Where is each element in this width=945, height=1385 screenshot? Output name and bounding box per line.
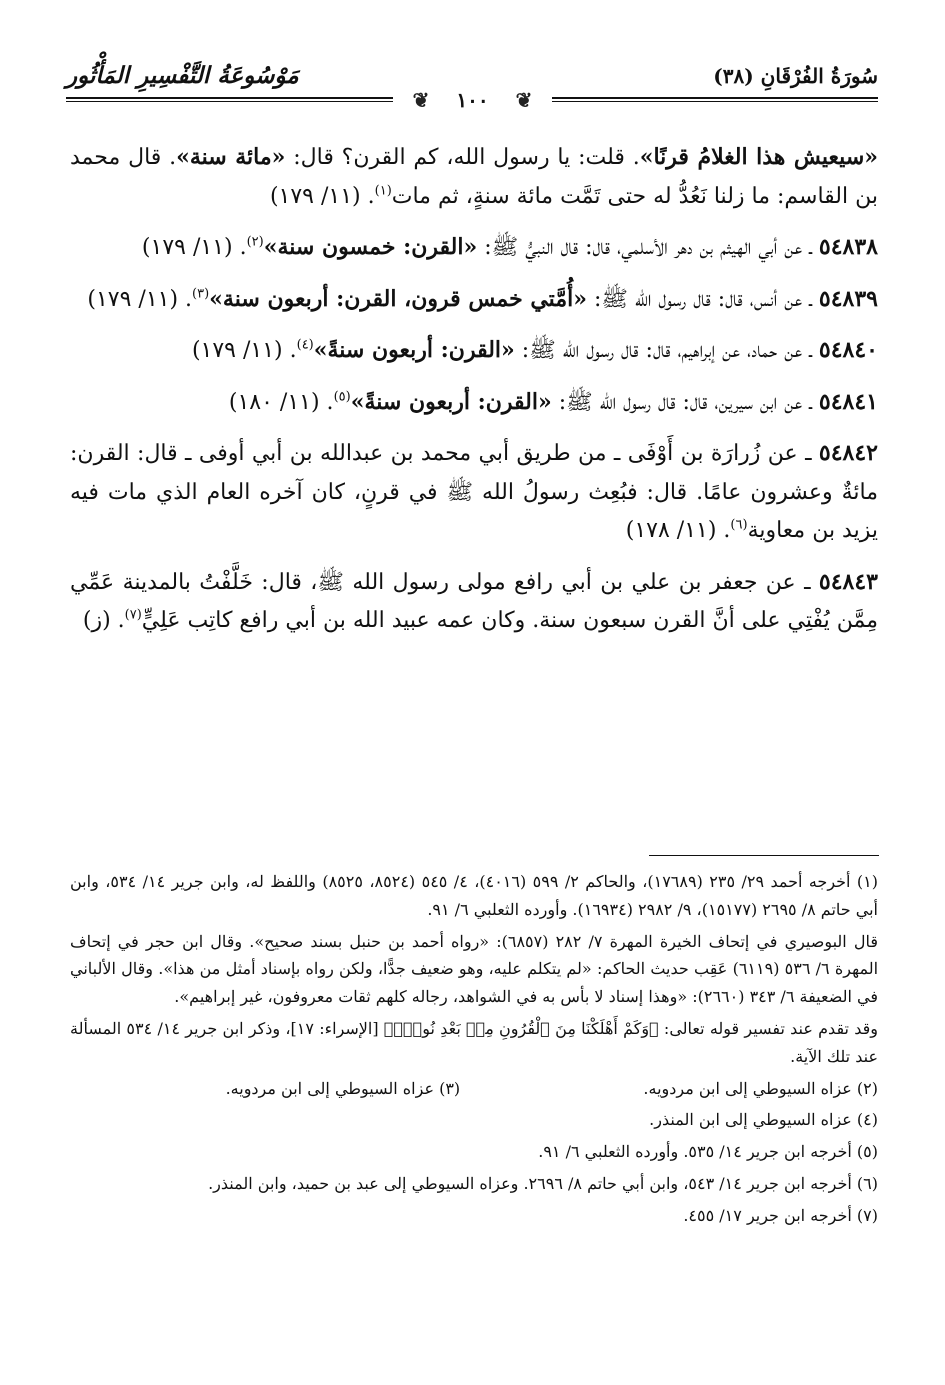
footnote-1-continued: قال البوصيري في إتحاف الخيرة المهرة ٧/ ٢٨٢ (٦٨٥٧): «رواه أحمد بن حنبل بسند صحيح». وقال ابن حجر في إتحاف المهرة ٦/ ٥٣٦ (٦١١٩) عَقِب حديث الحاكم: «لم يتكلم عليه، وهو ضعيف جدًّا، ولكن رواه بإسناد أمثل من هذا». وقال الألباني في الضعيفة ٦/ ٣٤٣ (٢٦٦٠): «وهذا إسناد لا بأس به في الشواهد، رجاله كلهم ثقات معروفون، غير إبراهيم». bbox=[70, 931, 879, 1007]
footnote-4: (٤) عزاه السيوطي إلى ابن المنذر. bbox=[649, 1110, 878, 1130]
footnote-3: (٣) عزاه السيوطي إلى ابن مردويه. bbox=[225, 1078, 461, 1098]
footnote-marker: (٣) bbox=[192, 286, 210, 302]
volume-ref: . (١١/ ١٧٩) bbox=[141, 235, 247, 260]
athar-entry bbox=[70, 434, 878, 551]
entry-number: ٥٤٨٤٠ bbox=[818, 337, 878, 363]
book-title: مَوْسُوعَةُ التَّفْسِيرِ المَأْثُور bbox=[66, 62, 299, 89]
text-span: ـ عن جعفر بن علي بن أبي رافع مولى رسول الله ﷺ، قال: خَلَّفْتُ بالمدينة عَمِّي مِمَّن يُفْتِي على أنَّ القرن سبعون سنة. وكان عمه عبيد الله بن أبي رافع كاتِب عَلِيٍّ bbox=[70, 569, 878, 633]
hadith-quote: «أُمَّتي خمس قرون، القرن: أربعون سنة» bbox=[209, 285, 587, 312]
entry-number: ٥٤٨٤١ bbox=[818, 388, 878, 415]
text-span: ـ عن أبي الهيثم بن دهر الأسلمي، قال: قال النبيُّ ﷺ: bbox=[477, 235, 819, 260]
text-span: . قلت: يا رسول الله، كم القرن؟ قال: bbox=[285, 145, 640, 170]
footnote-6: (٦) أخرجه ابن جرير ١٤/ ٥٤٣، وابن أبي حاتم ٨/ ٢٦٩٦. وعزاه السيوطي إلى عبد بن حميد، وابن المنذر. bbox=[208, 1173, 878, 1193]
footnote-1-note: وقد تقدم عند تفسير قوله تعالى: ﴿وَكَمْ أَهْلَكْنَا مِنَ ٱلْقُرُونِ مِنۢ بَعْدِ نُوحٍۗ﴾ [الإسراء: ١٧]، وذكر ابن جرير ١٤/ ٥٣٤ المسألة عند تلك الآية. bbox=[70, 1018, 879, 1066]
hadith-quote: «القرن: خمسون سنة» bbox=[263, 234, 478, 260]
text-span: ـ عن حماد، عن إبراهيم، قال: قال رسول الله ﷺ: bbox=[514, 338, 819, 363]
footnote-1: (١) أخرجه أحمد ٢٩/ ٢٣٥ (١٧٦٨٩)، والحاكم ٢/ ٥٩٩ (٤٠١٦)، ٤/ ٥٤٥ (٨٥٢٤، ٨٥٢٥) واللفظ له، وابن جرير ١٤/ ٥٣٤، وابن أبي حاتم ٨/ ٢٦٩٥ (١٥١٧٧)، ٩/ ٢٩٨٢ (١٦٩٣٤). وأورده الثعلبي ٦/ ٩١. bbox=[70, 872, 878, 919]
volume-ref: . (١١/ ١٧٩) bbox=[269, 183, 375, 209]
footnote-marker: (٦) bbox=[730, 517, 748, 533]
athar-entry bbox=[70, 383, 878, 423]
ornament-right-icon: ❦ bbox=[506, 88, 543, 112]
footnote-marker: (٢) bbox=[246, 234, 264, 250]
hadith-quote: «مائة سنة» bbox=[176, 144, 286, 170]
volume-ref: . (١١/ ١٧٩) bbox=[191, 338, 297, 363]
athar-entry bbox=[70, 563, 878, 641]
athar-entry bbox=[70, 280, 878, 320]
main-text bbox=[70, 138, 878, 653]
athar-entry bbox=[70, 228, 878, 268]
entry-number: ٥٤٨٣٨ bbox=[818, 234, 878, 260]
entry-number: ٥٤٨٣٩ bbox=[818, 285, 878, 312]
footnote-marker: (٥) bbox=[333, 389, 351, 405]
footnote-rule bbox=[649, 855, 879, 856]
footnote-marker: (٤) bbox=[296, 337, 314, 353]
page-number-block bbox=[0, 88, 945, 112]
ornament-left-icon: ❦ bbox=[403, 88, 440, 112]
volume-ref: . (١١/ ١٨٠) bbox=[228, 389, 334, 415]
volume-ref: . (ز) bbox=[82, 608, 125, 633]
footnote-7: (٧) أخرجه ابن جرير ١٧/ ٤٥٥. bbox=[683, 1205, 878, 1225]
footnote-marker: (١) bbox=[374, 183, 392, 199]
footnote-5: (٥) أخرجه ابن جرير ١٤/ ٥٣٥. وأورده الثعلبي ٦/ ٩١. bbox=[538, 1142, 878, 1162]
text-span: ـ عن أنس، قال: قال رسول الله ﷺ: bbox=[586, 286, 819, 312]
entry-number: ٥٤٨٤٣ bbox=[818, 568, 878, 595]
hadith-quote: «القرن: أربعون سنةً» bbox=[350, 388, 552, 415]
athar-entry bbox=[70, 331, 878, 371]
volume-ref: . (١١/ ١٧٨) bbox=[625, 518, 731, 543]
hadith-quote: «سيعيش هذا الغلامُ قرنًا» bbox=[639, 144, 878, 170]
paragraph-continuation bbox=[70, 138, 878, 216]
surah-title: سُورَةُ الفُرْقَانِ (٣٨) bbox=[713, 64, 878, 88]
text-span: ـ عن ابن سيرين، قال: قال رسول الله ﷺ: bbox=[551, 389, 819, 415]
entry-number: ٥٤٨٤٢ bbox=[818, 440, 878, 466]
footnote-row bbox=[70, 1075, 878, 1103]
footnote-2: (٢) عزاه السيوطي إلى ابن مردويه. bbox=[643, 1078, 878, 1098]
volume-ref: . (١١/ ١٧٩) bbox=[87, 286, 193, 312]
text-span: ـ عن زُرارَة بن أَوْفَى ـ من طريق أبي محمد بن عبدالله بن أبي أوفى ـ قال: القرن: مائةٌ وعشرون عامًا. قال: فبُعِث رسولُ الله ﷺ في قرنٍ، كان آخره العام الذي مات فيه يزيد بن معاوية bbox=[70, 441, 878, 543]
hadith-quote: «القرن: أربعون سنةً» bbox=[313, 337, 515, 363]
page-number: ١٠٠ bbox=[446, 88, 498, 112]
footnote-marker: (٧) bbox=[124, 607, 142, 623]
text-span: . قال محمد بن القاسم: ما زلنا نَعُدُّ له حتى تَمَّت مائة سنةٍ، ثم مات bbox=[70, 145, 878, 209]
footnotes bbox=[70, 868, 878, 1234]
